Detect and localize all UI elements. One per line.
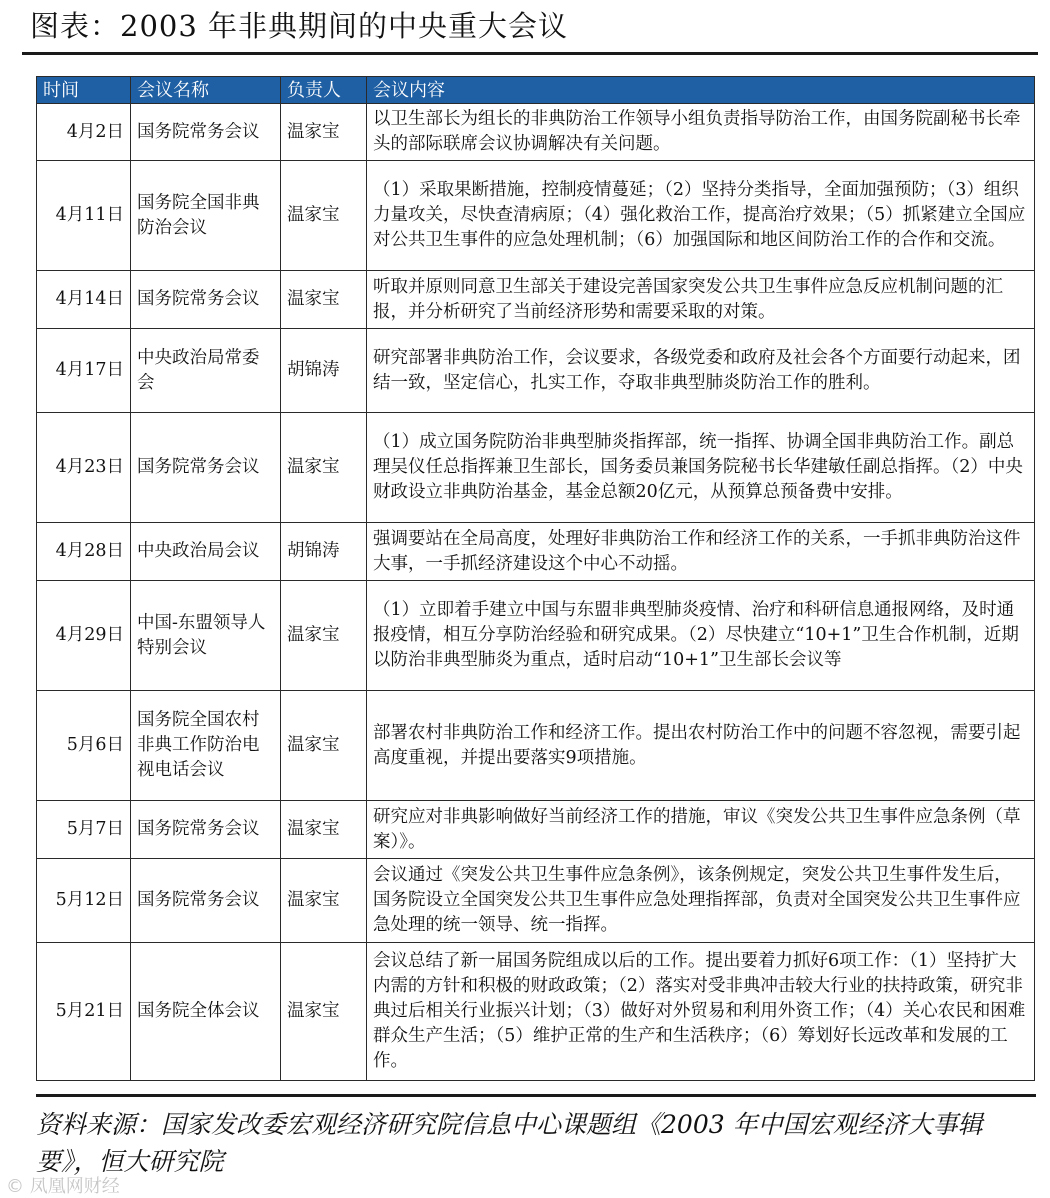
table-row <box>37 104 1035 161</box>
cell-meeting-name: 国务院常务会议 <box>131 801 281 859</box>
page-title: 图表：2003 年非典期间的中央重大会议 <box>30 9 569 43</box>
header-person: 负责人 <box>281 77 367 104</box>
header-content: 会议内容 <box>367 77 1035 104</box>
cell-content: （1）采取果断措施，控制疫情蔓延；（2）坚持分类指导，全面加强预防；（3）组织力量攻关，尽快查清病原；（4）强化救治工作，提高治疗效果；（5）抓紧建立全国应对公共卫生事件的应急处理机制；（6）加强国际和地区间防治工作的合作和交流。 <box>367 161 1035 271</box>
cell-person: 温家宝 <box>281 413 367 523</box>
table-row <box>37 691 1035 801</box>
cell-date: 4月28日 <box>37 523 131 581</box>
cell-meeting-name: 国务院全国农村非典工作防治电视电话会议 <box>131 691 281 801</box>
cell-person: 温家宝 <box>281 943 367 1081</box>
cell-meeting-name: 国务院常务会议 <box>131 271 281 329</box>
cell-content: （1）成立国务院防治非典型肺炎指挥部，统一指挥、协调全国非典防治工作。副总理吴仪任总指挥兼卫生部长，国务委员兼国务院秘书长华建敏任副总指挥。（2）中央财政设立非典防治基金，基金总额20亿元，从预算总预备费中安排。 <box>367 413 1035 523</box>
cell-meeting-name: 国务院全体会议 <box>131 943 281 1081</box>
cell-date: 4月29日 <box>37 581 131 691</box>
cell-content: 研究部署非典防治工作，会议要求，各级党委和政府及社会各个方面要行动起来，团结一致，坚定信心，扎实工作，夺取非典型肺炎防治工作的胜利。 <box>367 329 1035 413</box>
meetings-table <box>36 76 1035 1081</box>
cell-meeting-name: 中央政治局会议 <box>131 523 281 581</box>
cell-content: 会议总结了新一届国务院组成以后的工作。提出要着力抓好6项工作：（1）坚持扩大内需的方针和积极的财政政策；（2）落实对受非典冲击较大行业的扶持政策，研究非典过后相关行业振兴计划；（3）做好对外贸易和利用外资工作；（4）关心农民和困难群众生产生活；（5）维护正常的生产和生活秩序；（6）筹划好长远改革和发展的工作。 <box>367 943 1035 1081</box>
table-header-row <box>37 77 1035 104</box>
table-row <box>37 581 1035 691</box>
cell-meeting-name: 国务院常务会议 <box>131 413 281 523</box>
cell-content: 强调要站在全局高度，处理好非典防治工作和经济工作的关系，一手抓非典防治这件大事，一手抓经济建设这个中心不动摇。 <box>367 523 1035 581</box>
cell-person: 胡锦涛 <box>281 523 367 581</box>
cell-person: 胡锦涛 <box>281 329 367 413</box>
cell-person: 温家宝 <box>281 859 367 943</box>
title-divider <box>22 52 1038 55</box>
cell-meeting-name: 中国-东盟领导人特别会议 <box>131 581 281 691</box>
table-row <box>37 413 1035 523</box>
table-row <box>37 329 1035 413</box>
cell-date: 5月7日 <box>37 801 131 859</box>
header-meeting-name: 会议名称 <box>131 77 281 104</box>
cell-meeting-name: 国务院常务会议 <box>131 104 281 161</box>
table-row <box>37 523 1035 581</box>
watermark: © 凤凰网财经 <box>6 1176 120 1197</box>
cell-date: 4月17日 <box>37 329 131 413</box>
cell-meeting-name: 国务院常务会议 <box>131 859 281 943</box>
cell-meeting-name: 国务院全国非典防治会议 <box>131 161 281 271</box>
cell-person: 温家宝 <box>281 161 367 271</box>
cell-date: 4月14日 <box>37 271 131 329</box>
cell-person: 温家宝 <box>281 801 367 859</box>
cell-content: 部署农村非典防治工作和经济工作。提出农村防治工作中的问题不容忽视，需要引起高度重视，并提出要落实9项措施。 <box>367 691 1035 801</box>
table-row <box>37 859 1035 943</box>
table-row <box>37 271 1035 329</box>
cell-person: 温家宝 <box>281 691 367 801</box>
cell-date: 5月21日 <box>37 943 131 1081</box>
cell-person: 温家宝 <box>281 104 367 161</box>
cell-date: 5月12日 <box>37 859 131 943</box>
cell-content: 研究应对非典影响做好当前经济工作的措施，审议《突发公共卫生事件应急条例（草案）》。 <box>367 801 1035 859</box>
table-row <box>37 943 1035 1081</box>
cell-person: 温家宝 <box>281 271 367 329</box>
header-date: 时间 <box>37 77 131 104</box>
cell-content: （1）立即着手建立中国与东盟非典型肺炎疫情、治疗和科研信息通报网络，及时通报疫情，相互分享防治经验和研究成果。（2）尽快建立“10+1”卫生合作机制，近期以防治非典型肺炎为重点，适时启动“10+1”卫生部长会议等 <box>367 581 1035 691</box>
cell-date: 4月11日 <box>37 161 131 271</box>
cell-date: 4月23日 <box>37 413 131 523</box>
table-row <box>37 801 1035 859</box>
cell-person: 温家宝 <box>281 581 367 691</box>
table-row <box>37 161 1035 271</box>
cell-date: 4月2日 <box>37 104 131 161</box>
cell-date: 5月6日 <box>37 691 131 801</box>
source-divider <box>36 1094 1036 1097</box>
cell-content: 会议通过《突发公共卫生事件应急条例》，该条例规定，突发公共卫生事件发生后，国务院设立全国突发公共卫生事件应急处理指挥部，负责对全国突发公共卫生事件应急处理的统一领导、统一指挥。 <box>367 859 1035 943</box>
cell-meeting-name: 中央政治局常委会 <box>131 329 281 413</box>
source-note: 资料来源：国家发改委宏观经济研究院信息中心课题组《2003 年中国宏观经济大事辑要》，恒大研究院 <box>36 1110 983 1176</box>
cell-content: 听取并原则同意卫生部关于建设完善国家突发公共卫生事件应急反应机制问题的汇报，并分析研究了当前经济形势和需要采取的对策。 <box>367 271 1035 329</box>
cell-content: 以卫生部长为组长的非典防治工作领导小组负责指导防治工作，由国务院副秘书长牵头的部际联席会议协调解决有关问题。 <box>367 104 1035 161</box>
